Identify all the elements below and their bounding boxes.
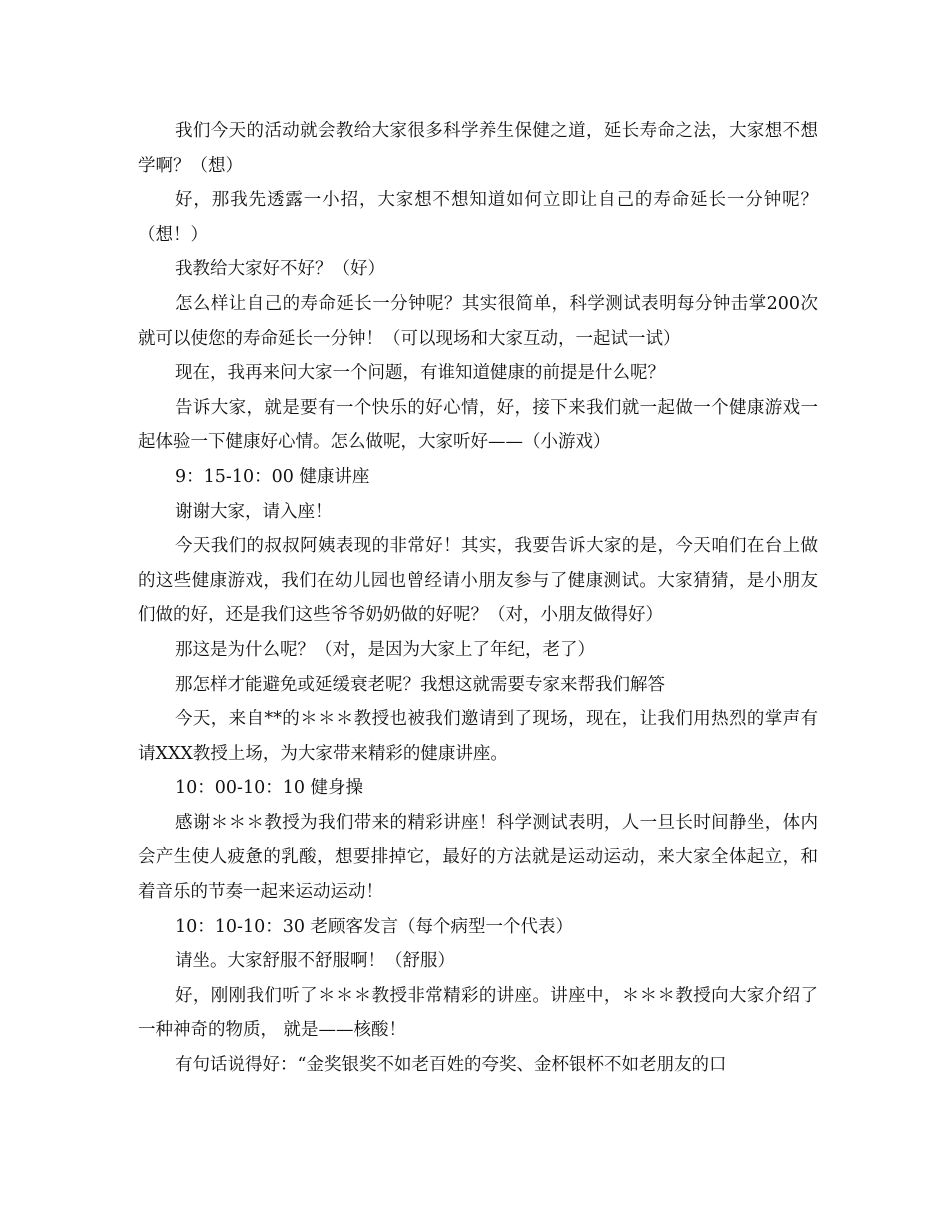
paragraph-question: 现在，我再来问大家一个问题，有谁知道健康的前提是什么呢？: [175, 363, 665, 384]
paragraph-professor: 今天，来自**的＊＊＊教授也被我们邀请到了现场，现在，让我们用热烈的掌声有请XXX教授上场，为大家带来精彩的健康讲座。: [138, 709, 818, 764]
paragraph-game: 告诉大家，就是要有一个快乐的好心情，好，接下来我们就一起做一个健康游戏一起体验一下健康好心情。怎么做呢，大家听好——（小游戏）: [138, 397, 818, 453]
paragraph-kids-test: 今天我们的叔叔阿姨表现的非常好！其实，我要告诉大家的是，今天咱们在台上做的这些健康游戏，我们在幼儿园也曾经请小朋友参与了健康测试。大家猜猜，是小朋友们做的好，还是我们这些爷爷奶奶做的好呢？（对，小朋友做得好）: [138, 536, 818, 626]
paragraph-intro: 我们今天的活动就会教给大家很多科学养生保健之道，延长寿命之法，大家想不想学啊？（想）: [138, 121, 818, 176]
paragraph-saying: 有句话说得好：“金奖银奖不如老百姓的夸奖、金杯银杯不如老朋友的口: [175, 1055, 727, 1076]
section-heading-testimonials: 10：10-10：30 老顾客发言（每个病型一个代表）: [175, 916, 574, 937]
section-heading-lecture: 9：15-10：00 健康讲座: [175, 466, 370, 487]
paragraph-comfortable: 请坐。大家舒服不舒服啊！（舒服）: [175, 951, 455, 972]
paragraph-why: 那这是为什么呢？（对，是因为大家上了年纪，老了）: [175, 639, 595, 660]
paragraph-clapping: 怎么样让自己的寿命延长一分钟呢？其实很简单，科学测试表明每分钟击掌200次就可以使您的寿命延长一分钟！（可以现场和大家互动，一起试一试）: [138, 293, 818, 349]
paragraph-aging: 那怎样才能避免或延缓衰老呢？我想这就需要专家来帮我们解答: [175, 674, 665, 695]
paragraph-please-sit: 谢谢大家，请入座！: [175, 501, 333, 522]
paragraph-exercise: 感谢＊＊＊教授为我们带来的精彩讲座！科学测试表明，人一旦长时间静坐，体内会产生使人疲惫的乳酸，想要排掉它，最好的方法就是运动运动，来大家全体起立，和着音乐的节奏一起来运动运动！: [138, 812, 818, 903]
document-page: [138, 114, 818, 1083]
paragraph-teach: 我教给大家好不好？（好）: [175, 259, 385, 280]
section-heading-exercise: 10：00-10：10 健身操: [175, 778, 364, 799]
paragraph-nucleic-acid: 好，刚刚我们听了＊＊＊教授非常精彩的讲座。讲座中，＊＊＊教授向大家介绍了一种神奇的物质， 就是——核酸！: [138, 985, 818, 1041]
paragraph-extend-life: 好，那我先透露一小招，大家想不想知道如何立即让自己的寿命延长一分钟呢？（想！）: [138, 190, 818, 245]
